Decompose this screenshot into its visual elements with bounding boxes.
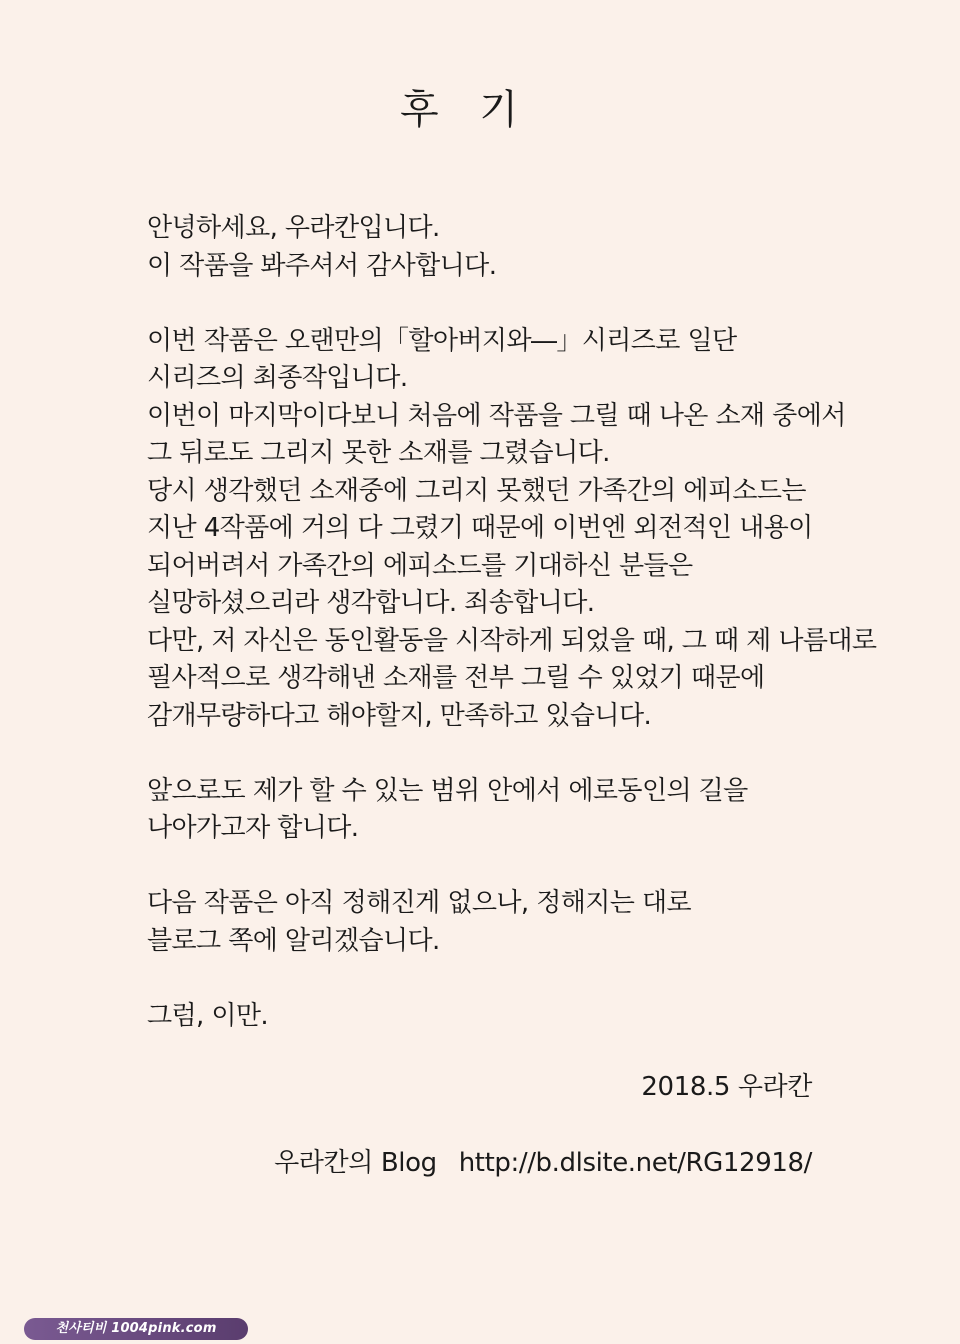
page-title: 후 기 — [400, 87, 532, 133]
text-line: 당시 생각했던 소재중에 그리지 못했던 가족간의 에피소드는 — [147, 475, 806, 506]
text-line: 지난 4작품에 거의 다 그렸기 때문에 이번엔 외전적인 내용이 — [147, 513, 813, 543]
text-line: 되어버려서 가족간의 에피소드를 기대하신 분들은 — [147, 550, 693, 581]
text-line: 블로그 쪽에 알리겠습니다. — [147, 925, 440, 956]
letter-body — [147, 210, 907, 1035]
paragraph — [147, 210, 907, 285]
site-watermark-badge[interactable]: 천사티비 1004pink.com — [24, 1318, 248, 1340]
text-line: 그럼, 이만. — [147, 1000, 269, 1031]
text-line: 이번이 마지막이다보니 처음에 작품을 그릴 때 나온 소재 중에서 — [147, 400, 846, 431]
paragraph — [147, 998, 907, 1036]
paragraph — [147, 885, 907, 960]
text-line: 감개무량하다고 해야할지, 만족하고 있습니다. — [147, 700, 652, 731]
text-line: 다음 작품은 아직 정해진게 없으나, 정해지는 대로 — [147, 888, 691, 918]
paragraph — [147, 323, 907, 736]
paragraph — [147, 773, 907, 848]
blog-label: 우라칸의 Blog — [274, 1148, 437, 1178]
text-line: 시리즈의 최종작입니다. — [147, 363, 408, 393]
text-line: 필사적으로 생각해낸 소재를 전부 그릴 수 있었기 때문에 — [147, 663, 765, 693]
text-line: 다만, 저 자신은 동인활동을 시작하게 되었을 때, 그 때 제 나름대로 — [147, 625, 877, 656]
text-line: 이번 작품은 오랜만의「할아버지와―」시리즈로 일단 — [147, 325, 737, 356]
text-line: 나아가고자 합니다. — [147, 813, 359, 843]
text-line: 앞으로도 제가 할 수 있는 범위 안에서 에로동인의 길을 — [147, 775, 748, 806]
text-line: 그 뒤로도 그리지 못한 소재를 그렸습니다. — [147, 438, 610, 468]
blog-url-link[interactable]: http://b.dlsite.net/RG12918/ — [458, 1148, 812, 1178]
text-line: 안녕하세요, 우라칸입니다. — [147, 213, 440, 243]
blog-info — [0, 1144, 812, 1182]
text-line: 실망하셨으리라 생각합니다. 죄송합니다. — [147, 588, 595, 618]
text-line: 이 작품을 봐주셔서 감사합니다. — [147, 250, 497, 281]
signature-date: 2018.5 우라칸 — [641, 1072, 812, 1102]
